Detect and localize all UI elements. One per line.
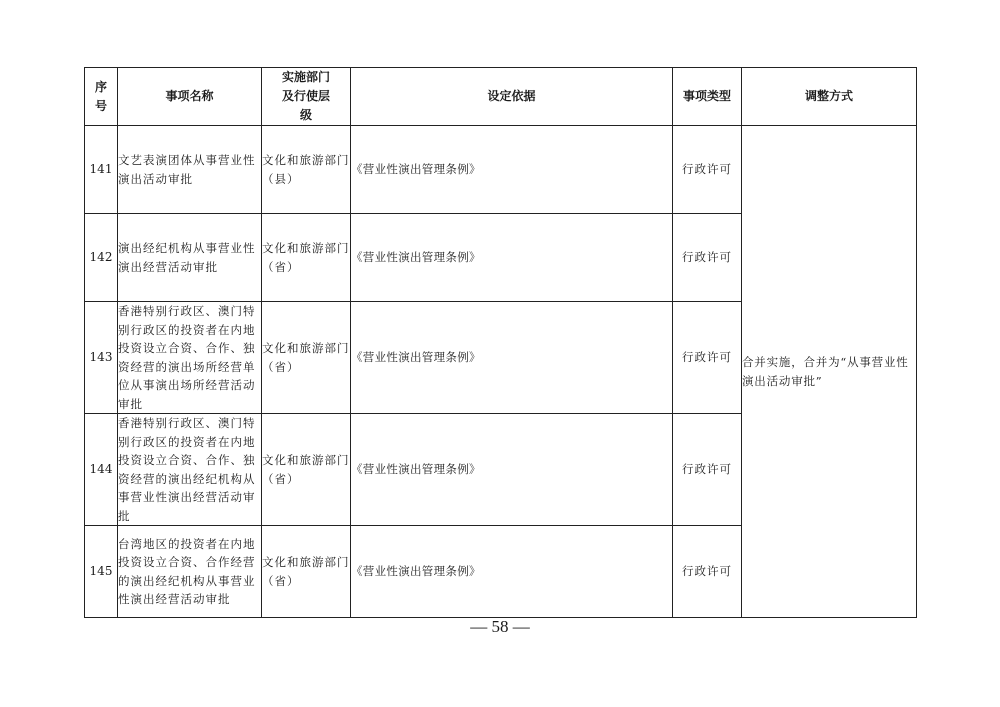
row-basis: 《营业性演出管理条例》: [351, 526, 673, 618]
header-no: [85, 68, 118, 126]
page-number: — 58 —: [470, 617, 530, 636]
header-name: 事项名称: [118, 68, 262, 126]
row-type: 行政许可: [673, 126, 742, 214]
row-name: 香港特别行政区、澳门特别行政区的投资者在内地投资设立合资、合作、独资经营的演出经纪机构从事营业性演出经营活动审批: [118, 414, 262, 526]
table-row: [85, 126, 917, 214]
row-dept: 文化和旅游部门（省）: [262, 414, 351, 526]
row-name: 演出经纪机构从事营业性演出经营活动审批: [118, 214, 262, 302]
regulation-table: [84, 67, 917, 618]
row-no: 145: [85, 526, 118, 618]
adjust-merged-cell: 合并实施，合并为“从事营业性演出活动审批”: [742, 126, 917, 618]
row-type: 行政许可: [673, 214, 742, 302]
header-dept: [262, 68, 351, 126]
row-basis: 《营业性演出管理条例》: [351, 414, 673, 526]
row-type: 行政许可: [673, 414, 742, 526]
row-type: 行政许可: [673, 302, 742, 414]
row-no: 144: [85, 414, 118, 526]
header-no-text: 序号: [94, 79, 107, 113]
row-basis: 《营业性演出管理条例》: [351, 126, 673, 214]
row-basis: 《营业性演出管理条例》: [351, 214, 673, 302]
header-type: 事项类型: [673, 68, 742, 126]
row-type: 行政许可: [673, 526, 742, 618]
row-dept: 文化和旅游部门（县）: [262, 126, 351, 214]
header-adjust: 调整方式: [742, 68, 917, 126]
row-name: 文艺表演团体从事营业性演出活动审批: [118, 126, 262, 214]
row-no: 143: [85, 302, 118, 414]
row-dept: 文化和旅游部门（省）: [262, 214, 351, 302]
row-no: 142: [85, 214, 118, 302]
row-dept: 文化和旅游部门（省）: [262, 302, 351, 414]
row-basis: 《营业性演出管理条例》: [351, 302, 673, 414]
header-dept-text: 实施部门及行使层级: [281, 70, 330, 122]
header-basis: 设定依据: [351, 68, 673, 126]
row-dept: 文化和旅游部门（省）: [262, 526, 351, 618]
row-no: 141: [85, 126, 118, 214]
row-name: 台湾地区的投资者在内地投资设立合资、合作经营的演出经纪机构从事营业性演出经营活动审批: [118, 526, 262, 618]
header-row: [85, 68, 917, 126]
row-name: 香港特别行政区、澳门特别行政区的投资者在内地投资设立合资、合作、独资经营的演出场所经营单位从事演出场所经营活动审批: [118, 302, 262, 414]
